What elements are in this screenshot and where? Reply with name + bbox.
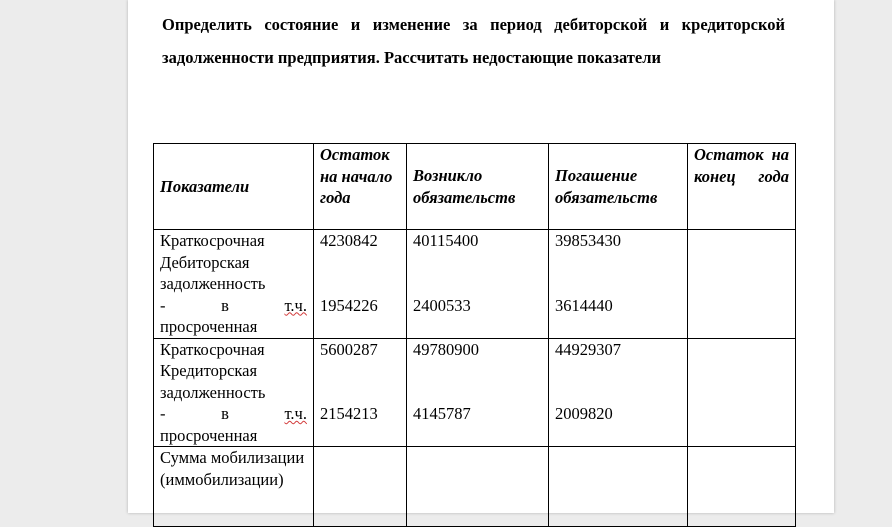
cell-end [688,230,796,339]
table-row [154,447,796,527]
sub-tch: т.ч. [284,295,307,315]
cell-end [688,447,796,527]
sub-dash: - [160,404,166,423]
sub-dash: - [160,295,166,315]
value-overdue: 2154213 [320,404,378,423]
cell-begin [314,230,407,339]
table-row [154,230,796,339]
row-subline [160,295,307,317]
sub-overdue: просроченная [160,425,258,445]
header-begin: Остаток на начало года [314,144,407,230]
header-indicators: Показатели [154,144,314,230]
value-overdue: 3614440 [555,295,613,315]
value: 39853430 [555,231,621,250]
value: 40115400 [413,231,479,250]
row-label: Сумма мобилизации (иммобилизации) [154,447,314,527]
value-overdue: 1954226 [320,295,378,315]
cell-begin [314,338,407,447]
value: 49780900 [413,339,479,359]
sub-tch: т.ч. [284,404,307,423]
sub-in: в [221,295,229,315]
row-label [154,338,314,447]
cell-repaid [549,230,688,339]
sub-overdue: просроченная [160,317,258,336]
sub-in: в [221,404,229,423]
value: 4230842 [320,231,378,250]
row-title: Краткосрочная Дебиторская задолженность [160,231,266,293]
value-overdue: 4145787 [413,404,471,423]
task-text: Определить состояние и изменение за период дебиторской и кредиторской задолженности предприятия. Рассчитать недостающие показатели [162,15,785,67]
value-overdue: 2400533 [413,295,471,315]
document-page [128,0,834,513]
header-repaid: Погашение обязательств [549,144,688,230]
cell-repaid [549,447,688,527]
header-row [154,144,796,230]
header-arose: Возникло обязательств [407,144,549,230]
row-subline [160,403,307,425]
value: 44929307 [555,339,621,359]
cell-arose [407,338,549,447]
header-end: Остаток на конец года [688,144,796,230]
cell-arose [407,447,549,527]
row-title: Краткосрочная Кредиторская задолженность [160,339,266,402]
indicators-table [153,143,796,527]
table-row [154,338,796,447]
value-overdue: 2009820 [555,404,613,423]
cell-repaid [549,338,688,447]
cell-begin [314,447,407,527]
value: 5600287 [320,339,378,359]
cell-end [688,338,796,447]
cell-arose [407,230,549,339]
row-label [154,230,314,339]
